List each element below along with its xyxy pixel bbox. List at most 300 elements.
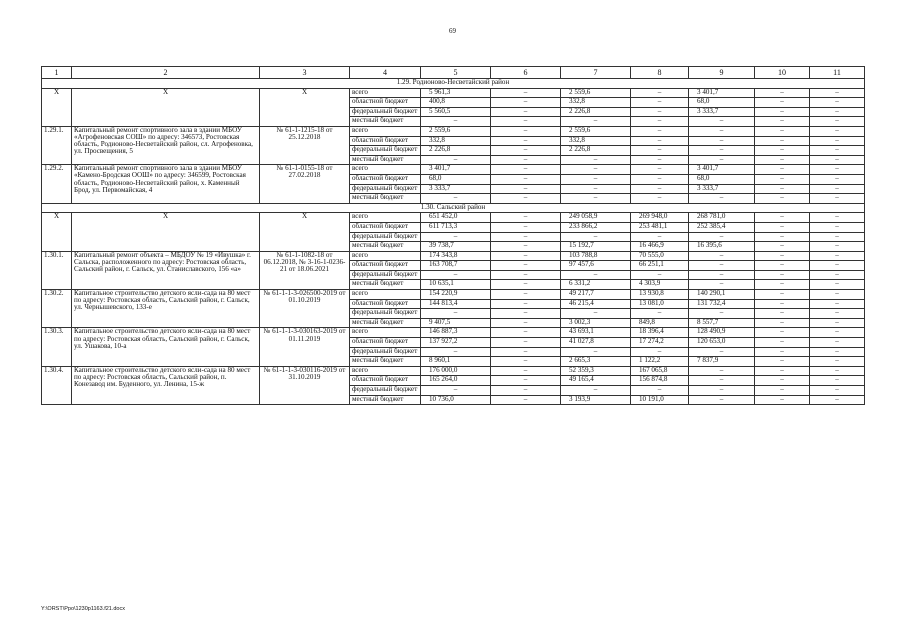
funding-source: местный бюджет: [350, 155, 421, 165]
funding-source: областной бюджет: [350, 338, 421, 348]
funding-source: всего: [350, 251, 421, 261]
value-cell: –: [810, 107, 865, 117]
value-cell: –: [755, 98, 810, 108]
funding-source: областной бюджет: [350, 261, 421, 271]
table-row: [42, 290, 865, 300]
value-cell: 97 457,6: [561, 261, 631, 271]
value-cell: –: [810, 165, 865, 175]
value-cell: –: [491, 328, 561, 338]
value-cell: –: [810, 318, 865, 328]
value-cell: –: [810, 174, 865, 184]
value-cell: 3 401,7: [689, 165, 755, 175]
funding-source: федеральный бюджет: [350, 386, 421, 396]
value-cell: 332,8: [561, 136, 631, 146]
value-cell: 49 217,7: [561, 290, 631, 300]
funding-source: местный бюджет: [350, 395, 421, 405]
value-cell: –: [421, 270, 491, 280]
table-row: [42, 366, 865, 376]
value-cell: –: [755, 270, 810, 280]
expertise-doc: № 61-1-1082-18 от 06.12.2018, № 3-16-1-0236-21 от 18.06.2021: [260, 251, 350, 289]
value-cell: –: [491, 136, 561, 146]
value-cell: –: [631, 107, 689, 117]
expertise-doc: № 61-1-1215-18 от 25.12.2018: [260, 126, 350, 164]
value-cell: 163 708,7: [421, 261, 491, 271]
funding-source: федеральный бюджет: [350, 146, 421, 156]
value-cell: –: [491, 165, 561, 175]
value-cell: 268 781,0: [689, 213, 755, 223]
value-cell: 165 264,0: [421, 376, 491, 386]
value-cell: 13 930,8: [631, 290, 689, 300]
value-cell: 3 002,3: [561, 318, 631, 328]
x-mark: Х: [72, 213, 260, 251]
value-cell: –: [631, 88, 689, 98]
value-cell: –: [689, 309, 755, 319]
value-cell: 252 385,4: [689, 222, 755, 232]
value-cell: –: [421, 232, 491, 242]
value-cell: –: [689, 117, 755, 127]
value-cell: 10 191,0: [631, 395, 689, 405]
value-cell: –: [689, 280, 755, 290]
column-number-9: 9: [689, 67, 755, 79]
funding-source: местный бюджет: [350, 280, 421, 290]
value-cell: –: [755, 299, 810, 309]
value-cell: –: [755, 107, 810, 117]
value-cell: –: [421, 347, 491, 357]
funding-source: областной бюджет: [350, 174, 421, 184]
value-cell: –: [810, 299, 865, 309]
value-cell: –: [810, 232, 865, 242]
value-cell: –: [491, 299, 561, 309]
value-cell: 174 343,8: [421, 251, 491, 261]
funding-source: областной бюджет: [350, 222, 421, 232]
value-cell: –: [491, 395, 561, 405]
value-cell: –: [491, 194, 561, 204]
value-cell: –: [421, 117, 491, 127]
value-cell: –: [561, 194, 631, 204]
value-cell: –: [491, 309, 561, 319]
funding-source: всего: [350, 88, 421, 98]
value-cell: –: [810, 366, 865, 376]
value-cell: –: [561, 184, 631, 194]
value-cell: 249 058,9: [561, 213, 631, 223]
column-number-8: 8: [631, 67, 689, 79]
page-number: 69: [449, 27, 456, 35]
x-mark: Х: [260, 88, 350, 126]
value-cell: 3 401,7: [689, 88, 755, 98]
value-cell: –: [810, 222, 865, 232]
value-cell: –: [810, 309, 865, 319]
value-cell: –: [631, 136, 689, 146]
value-cell: 2 559,6: [421, 126, 491, 136]
value-cell: 17 274,2: [631, 338, 689, 348]
value-cell: –: [755, 213, 810, 223]
value-cell: –: [755, 347, 810, 357]
value-cell: 131 732,4: [689, 299, 755, 309]
value-cell: –: [561, 165, 631, 175]
value-cell: 120 653,0: [689, 338, 755, 348]
value-cell: –: [689, 136, 755, 146]
section-title: 1.30. Сальский район: [42, 203, 865, 213]
column-number-10: 10: [755, 67, 810, 79]
value-cell: 68,0: [689, 98, 755, 108]
value-cell: –: [755, 117, 810, 127]
column-number-2: 2: [72, 67, 260, 79]
value-cell: 8 557,7: [689, 318, 755, 328]
item-number: 1.30.2.: [42, 290, 72, 328]
value-cell: 70 555,0: [631, 251, 689, 261]
value-cell: 16 466,9: [631, 242, 689, 252]
value-cell: –: [631, 98, 689, 108]
value-cell: –: [631, 174, 689, 184]
value-cell: –: [810, 213, 865, 223]
value-cell: –: [755, 165, 810, 175]
funding-source: федеральный бюджет: [350, 232, 421, 242]
value-cell: –: [689, 376, 755, 386]
value-cell: –: [755, 357, 810, 367]
value-cell: –: [689, 146, 755, 156]
funding-source: федеральный бюджет: [350, 347, 421, 357]
value-cell: 1 122,2: [631, 357, 689, 367]
x-mark: Х: [42, 213, 72, 251]
value-cell: –: [631, 270, 689, 280]
value-cell: –: [561, 117, 631, 127]
value-cell: 16 395,6: [689, 242, 755, 252]
value-cell: –: [810, 98, 865, 108]
value-cell: 2 559,6: [561, 88, 631, 98]
value-cell: –: [491, 338, 561, 348]
value-cell: –: [631, 309, 689, 319]
value-cell: 43 693,1: [561, 328, 631, 338]
value-cell: –: [689, 395, 755, 405]
funding-source: всего: [350, 366, 421, 376]
value-cell: –: [689, 126, 755, 136]
value-cell: –: [631, 232, 689, 242]
value-cell: –: [689, 194, 755, 204]
expertise-doc: № 61-1-1-3-030163-2019 от 01.11.2019: [260, 328, 350, 366]
value-cell: –: [810, 395, 865, 405]
value-cell: –: [491, 386, 561, 396]
value-cell: 10 635,1: [421, 280, 491, 290]
summary-row: [42, 213, 865, 223]
value-cell: –: [810, 376, 865, 386]
value-cell: 4 303,9: [631, 280, 689, 290]
value-cell: –: [421, 386, 491, 396]
value-cell: –: [491, 318, 561, 328]
funding-source: местный бюджет: [350, 194, 421, 204]
funding-source: местный бюджет: [350, 357, 421, 367]
value-cell: –: [491, 213, 561, 223]
value-cell: –: [689, 347, 755, 357]
value-cell: –: [755, 146, 810, 156]
value-cell: 2 559,6: [561, 126, 631, 136]
funding-source: областной бюджет: [350, 376, 421, 386]
x-mark: Х: [72, 88, 260, 126]
value-cell: –: [810, 146, 865, 156]
value-cell: –: [755, 88, 810, 98]
value-cell: 9 407,5: [421, 318, 491, 328]
table-row: [42, 165, 865, 175]
value-cell: –: [810, 270, 865, 280]
value-cell: –: [491, 251, 561, 261]
value-cell: 18 396,4: [631, 328, 689, 338]
value-cell: –: [631, 194, 689, 204]
value-cell: 13 081,0: [631, 299, 689, 309]
value-cell: 52 359,3: [561, 366, 631, 376]
value-cell: –: [491, 155, 561, 165]
value-cell: –: [491, 232, 561, 242]
value-cell: 2 226,8: [561, 146, 631, 156]
value-cell: –: [810, 126, 865, 136]
value-cell: 2 665,3: [561, 357, 631, 367]
value-cell: 233 866,2: [561, 222, 631, 232]
value-cell: –: [755, 386, 810, 396]
item-number: 1.30.4.: [42, 366, 72, 404]
section-title-row: [42, 203, 865, 213]
value-cell: –: [689, 386, 755, 396]
value-cell: 2 226,8: [421, 146, 491, 156]
value-cell: –: [755, 174, 810, 184]
value-cell: –: [631, 155, 689, 165]
funding-source: всего: [350, 126, 421, 136]
value-cell: 651 452,0: [421, 213, 491, 223]
value-cell: –: [755, 251, 810, 261]
item-name: Капитальный ремонт спортивного зала в здании МБОУ «Агрофеновская СОШ» по адресу: 346573, Ростовская область, Родионово-Несветайский район, сл. Агрофеновка, ул. Просвещения, 5: [72, 126, 260, 164]
value-cell: 156 874,8: [631, 376, 689, 386]
value-cell: –: [491, 270, 561, 280]
value-cell: 68,0: [689, 174, 755, 184]
section-title: 1.29. Родионово-Несветайский район: [42, 79, 865, 89]
column-number-7: 7: [561, 67, 631, 79]
item-name: Капитальное строительство детского ясли-сада на 80 мест по адресу: Ростовская область, Сальский район, г. Сальск, ул. Чернышевского, 133-е: [72, 290, 260, 328]
value-cell: –: [755, 126, 810, 136]
value-cell: –: [491, 98, 561, 108]
value-cell: –: [755, 155, 810, 165]
value-cell: –: [810, 347, 865, 357]
funding-source: федеральный бюджет: [350, 270, 421, 280]
value-cell: –: [810, 386, 865, 396]
value-cell: 3 193,9: [561, 395, 631, 405]
value-cell: –: [491, 184, 561, 194]
value-cell: –: [810, 242, 865, 252]
value-cell: 3 333,7: [421, 184, 491, 194]
funding-source: областной бюджет: [350, 98, 421, 108]
value-cell: –: [631, 184, 689, 194]
value-cell: –: [755, 318, 810, 328]
column-number-4: 4: [350, 67, 421, 79]
file-path-footer: Y:\ORST\Ppo\1230p1163.f21.docx: [41, 606, 125, 612]
value-cell: –: [810, 280, 865, 290]
value-cell: 7 837,9: [689, 357, 755, 367]
value-cell: –: [491, 88, 561, 98]
funding-source: всего: [350, 328, 421, 338]
value-cell: –: [491, 290, 561, 300]
table-row: [42, 251, 865, 261]
value-cell: –: [810, 251, 865, 261]
value-cell: 5 560,5: [421, 107, 491, 117]
value-cell: 332,8: [561, 98, 631, 108]
item-number: 1.29.2.: [42, 165, 72, 203]
value-cell: –: [421, 194, 491, 204]
value-cell: –: [755, 338, 810, 348]
value-cell: –: [491, 117, 561, 127]
x-mark: Х: [42, 88, 72, 126]
value-cell: 8 960,1: [421, 357, 491, 367]
value-cell: –: [755, 184, 810, 194]
expertise-doc: № 61-1-0155-18 от 27.02.2018: [260, 165, 350, 203]
value-cell: 269 948,0: [631, 213, 689, 223]
value-cell: 176 000,0: [421, 366, 491, 376]
funding-source: федеральный бюджет: [350, 309, 421, 319]
value-cell: –: [689, 366, 755, 376]
value-cell: 5 961,3: [421, 88, 491, 98]
value-cell: –: [631, 165, 689, 175]
value-cell: –: [421, 309, 491, 319]
column-number-3: 3: [260, 67, 350, 79]
value-cell: –: [810, 117, 865, 127]
value-cell: –: [491, 376, 561, 386]
value-cell: –: [755, 261, 810, 271]
table-row: [42, 126, 865, 136]
value-cell: 400,8: [421, 98, 491, 108]
value-cell: –: [491, 146, 561, 156]
value-cell: –: [491, 280, 561, 290]
x-mark: Х: [260, 213, 350, 251]
value-cell: 611 713,3: [421, 222, 491, 232]
value-cell: 10 736,0: [421, 395, 491, 405]
item-name: Капитальное строительство детского ясли-сада на 80 мест по адресу: Ростовская область, Сальский район, г. Сальск, ул. Ушакова, 10-а: [72, 328, 260, 366]
funding-source: всего: [350, 290, 421, 300]
value-cell: –: [421, 155, 491, 165]
value-cell: –: [755, 376, 810, 386]
value-cell: –: [491, 357, 561, 367]
funding-source: областной бюджет: [350, 136, 421, 146]
value-cell: 3 333,7: [689, 184, 755, 194]
value-cell: –: [755, 280, 810, 290]
expertise-doc: № 61-1-1-3-030116-2019 от 31.10.2019: [260, 366, 350, 404]
funding-source: местный бюджет: [350, 117, 421, 127]
value-cell: 3 333,7: [689, 107, 755, 117]
funding-source: всего: [350, 213, 421, 223]
value-cell: 103 788,8: [561, 251, 631, 261]
budget-table: [41, 66, 865, 405]
value-cell: –: [810, 184, 865, 194]
expertise-doc: № 61-1-1-3-026500-2019 от 01.10.2019: [260, 290, 350, 328]
value-cell: –: [810, 194, 865, 204]
value-cell: –: [631, 126, 689, 136]
value-cell: –: [561, 155, 631, 165]
value-cell: –: [755, 328, 810, 338]
value-cell: –: [491, 347, 561, 357]
funding-source: федеральный бюджет: [350, 184, 421, 194]
value-cell: –: [561, 309, 631, 319]
value-cell: –: [810, 357, 865, 367]
value-cell: –: [755, 366, 810, 376]
value-cell: –: [810, 155, 865, 165]
value-cell: –: [755, 242, 810, 252]
value-cell: 332,8: [421, 136, 491, 146]
value-cell: –: [810, 261, 865, 271]
value-cell: –: [561, 347, 631, 357]
value-cell: 140 290,1: [689, 290, 755, 300]
value-cell: 46 215,4: [561, 299, 631, 309]
value-cell: –: [491, 222, 561, 232]
value-cell: –: [491, 366, 561, 376]
column-number-5: 5: [421, 67, 491, 79]
value-cell: –: [631, 146, 689, 156]
funding-source: областной бюджет: [350, 299, 421, 309]
value-cell: –: [810, 338, 865, 348]
value-cell: –: [810, 136, 865, 146]
value-cell: –: [755, 136, 810, 146]
item-number: 1.29.1.: [42, 126, 72, 164]
value-cell: –: [755, 232, 810, 242]
value-cell: 128 490,9: [689, 328, 755, 338]
value-cell: –: [689, 270, 755, 280]
value-cell: –: [491, 107, 561, 117]
funding-source: федеральный бюджет: [350, 107, 421, 117]
value-cell: 49 165,4: [561, 376, 631, 386]
item-name: Капитальный ремонт спортивного зала в здании МБОУ «Камено-Бродская ООШ» по адресу: 346599, Ростовская область, Родионово-Несветайский район, х. Каменный Брод, ул. Первомайская, 4: [72, 165, 260, 203]
summary-row: [42, 88, 865, 98]
value-cell: –: [810, 328, 865, 338]
value-cell: –: [491, 126, 561, 136]
item-name: Капитальное строительство детского ясли-сада на 80 мест по адресу: Ростовская область, Сальский район, п. Конезавод им. Буденного, ул. Ленина, 15-ж: [72, 366, 260, 404]
table-row: [42, 328, 865, 338]
value-cell: –: [689, 261, 755, 271]
value-cell: –: [755, 395, 810, 405]
value-cell: –: [561, 386, 631, 396]
value-cell: 167 065,8: [631, 366, 689, 376]
value-cell: 146 887,3: [421, 328, 491, 338]
value-cell: 66 251,1: [631, 261, 689, 271]
column-number-11: 11: [810, 67, 865, 79]
value-cell: –: [810, 290, 865, 300]
value-cell: 849,8: [631, 318, 689, 328]
value-cell: 2 226,8: [561, 107, 631, 117]
value-cell: –: [631, 386, 689, 396]
value-cell: –: [755, 290, 810, 300]
value-cell: –: [631, 117, 689, 127]
item-name: Капитальный ремонт объекта – МБДОУ № 19 «Ивушка» г. Сальска, расположенного по адресу: Ростовская область, Сальский район, г. Сальск, ул. Станиславского, 156 «а»: [72, 251, 260, 289]
value-cell: 41 027,8: [561, 338, 631, 348]
funding-source: местный бюджет: [350, 242, 421, 252]
item-number: 1.30.1.: [42, 251, 72, 289]
value-cell: 3 401,7: [421, 165, 491, 175]
value-cell: 39 738,7: [421, 242, 491, 252]
value-cell: –: [631, 347, 689, 357]
value-cell: –: [810, 88, 865, 98]
value-cell: –: [755, 222, 810, 232]
value-cell: –: [561, 174, 631, 184]
value-cell: –: [689, 251, 755, 261]
value-cell: –: [561, 232, 631, 242]
value-cell: –: [755, 309, 810, 319]
value-cell: 137 927,2: [421, 338, 491, 348]
value-cell: –: [689, 155, 755, 165]
funding-source: местный бюджет: [350, 318, 421, 328]
value-cell: 253 481,1: [631, 222, 689, 232]
value-cell: 154 220,9: [421, 290, 491, 300]
value-cell: –: [491, 242, 561, 252]
column-number-1: 1: [42, 67, 72, 79]
funding-source: всего: [350, 165, 421, 175]
item-number: 1.30.3.: [42, 328, 72, 366]
column-number-6: 6: [491, 67, 561, 79]
value-cell: 68,0: [421, 174, 491, 184]
value-cell: 6 331,2: [561, 280, 631, 290]
value-cell: 144 813,4: [421, 299, 491, 309]
value-cell: –: [561, 270, 631, 280]
